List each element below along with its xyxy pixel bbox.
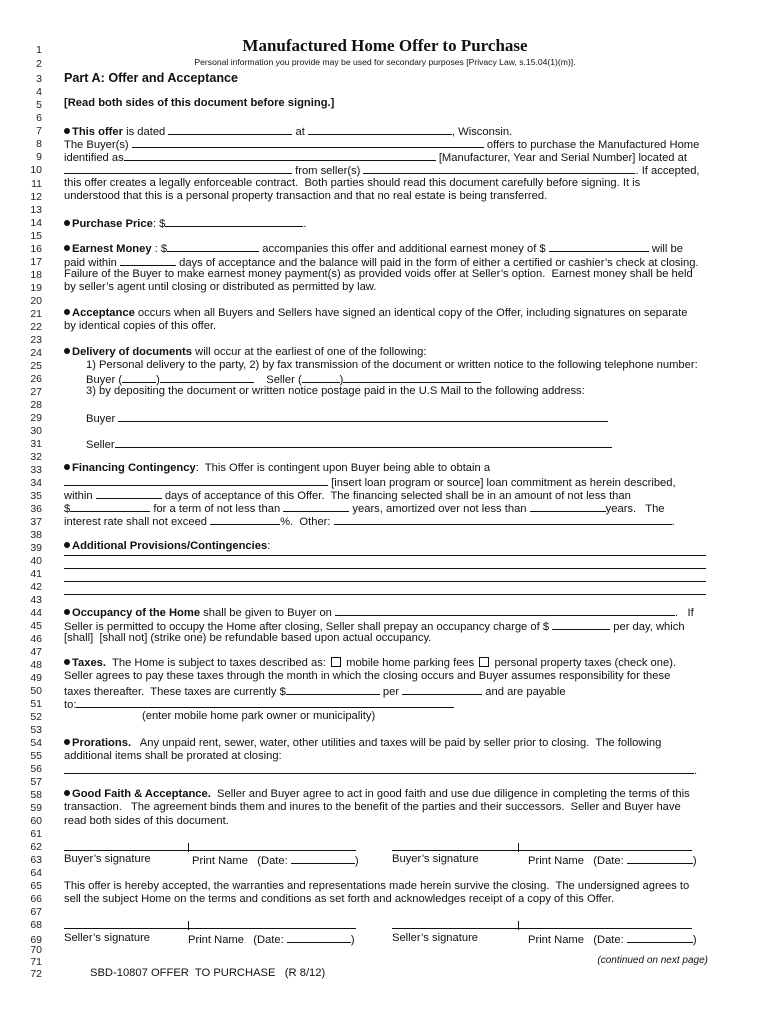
line-number: 40 <box>30 555 42 567</box>
signature-divider <box>188 921 189 930</box>
line-number: 18 <box>30 269 42 281</box>
prorations-items-field[interactable] <box>64 763 694 774</box>
buyer-signature-label-2: Buyer’s signature <box>392 853 479 865</box>
additional-provisions-field-2[interactable] <box>64 568 706 569</box>
line-number: 45 <box>30 620 42 632</box>
financing-line-35: within days of acceptance of this Offer. The financing selected shall be in an amount of not less than <box>64 490 631 502</box>
bullet-icon <box>64 220 70 226</box>
seller-signature-line-2[interactable] <box>392 928 692 929</box>
line-number: 46 <box>30 633 42 645</box>
line-number: 4 <box>36 86 42 98</box>
purchase-price-field[interactable] <box>165 216 303 227</box>
line-number: 43 <box>30 594 42 606</box>
bullet-icon <box>64 739 70 745</box>
earnest-line-19: by seller’s agent until closing or distributed as permitted by law. <box>64 281 377 293</box>
amortization-field[interactable] <box>530 501 606 512</box>
offer-line-12: understood that this is a personal property transaction and that no real estate is being transferred. <box>64 190 548 202</box>
tax-payee-field[interactable] <box>76 697 454 708</box>
acceptance-line-21: Acceptance occurs when all Buyers and Sellers have signed an identical copy of the Offer, including signatures on separate <box>64 307 687 319</box>
line-number: 67 <box>30 906 42 918</box>
financing-line-36: $ for a term of not less than years, amortized over not less than years. The <box>64 503 665 515</box>
line-number: 55 <box>30 750 42 762</box>
occupancy-line-46: [shall] [shall not] (strike one) be refundable based upon actual occupancy. <box>64 632 432 644</box>
line-number: 63 <box>30 854 42 866</box>
offer-date-field[interactable] <box>168 124 292 135</box>
bullet-icon <box>64 790 70 796</box>
bullet-icon <box>64 348 70 354</box>
line-number: 11 <box>31 178 42 190</box>
line-number: 3 <box>36 73 42 85</box>
earnest-line-16: Earnest Money : $ accompanies this offer and additional earnest money of $ will be <box>64 241 683 255</box>
line-number: 69 <box>30 934 42 946</box>
line-number: 28 <box>30 399 42 411</box>
good-faith-line-58: Good Faith & Acceptance. Seller and Buyer agree to act in good faith and use due diligence in completing the terms of this <box>64 788 690 800</box>
home-location-field[interactable] <box>64 163 292 174</box>
form-footer: SBD-10807 OFFER TO PURCHASE (R 8/12) <box>90 967 326 979</box>
line-number: 22 <box>30 321 42 333</box>
line-number: 42 <box>30 581 42 593</box>
financing-line-37: interest rate shall not exceed %. Other: . <box>64 516 675 528</box>
buyer-area-code-field[interactable] <box>122 372 156 383</box>
buyer-signature-line-2[interactable] <box>392 850 692 851</box>
line-number: 51 <box>30 698 42 710</box>
occupancy-date-field[interactable] <box>335 605 675 616</box>
seller-date-field-1[interactable] <box>287 932 351 943</box>
line-number: 20 <box>30 295 42 307</box>
line-number: 57 <box>30 776 42 788</box>
line-number: 10 <box>30 164 42 176</box>
continued-note: (continued on next page) <box>597 955 708 966</box>
purchase-price-line: Purchase Price: $ . <box>64 216 306 230</box>
delivery-line-31: Seller <box>86 437 612 451</box>
seller-signature-label-2: Seller’s signature <box>392 932 479 944</box>
good-faith-line-59: transaction. The agreement binds them and inures to the benefit of the parties and their successors. Seller and Buyer have <box>64 801 681 813</box>
line-number: 60 <box>30 815 42 827</box>
line-number: 47 <box>30 646 42 658</box>
line-number: 70 <box>30 944 42 956</box>
occupancy-line-45: Seller is permitted to occupy the Home after closing, Seller shall prepay an occupancy charge of $ per day, which <box>64 621 685 633</box>
buyer-signature-line-1[interactable] <box>64 850 356 851</box>
line-number: 68 <box>30 919 42 931</box>
earnest-line-17: paid within days of acceptance and the balance will paid in the form of either a certified or cashier’s check at closing. <box>64 257 699 269</box>
seller-signature-label-1: Seller’s signature <box>64 932 151 944</box>
line-number: 52 <box>30 711 42 723</box>
line-number: 61 <box>30 828 42 840</box>
bullet-icon <box>64 245 70 251</box>
offer-line-11: this offer creates a legally enforceable contract. Both parties should read this document carefully before signing. It is <box>64 177 641 189</box>
line-number: 48 <box>30 659 42 671</box>
financing-line-34: [insert loan program or source] loan commitment as herein described, <box>64 475 676 489</box>
line-number: 36 <box>30 503 42 515</box>
line-number: 26 <box>30 373 42 385</box>
prorations-line-56: . <box>64 763 697 777</box>
offer-line-9: identified as [Manufacturer, Year and Serial Number] located at <box>64 152 687 164</box>
seller-phone-field[interactable] <box>343 372 481 383</box>
seller-signature-line-1[interactable] <box>64 928 356 929</box>
taxes-line-50: taxes thereafter. These taxes are currently $ per and are payable <box>64 686 566 698</box>
financing-line-33: Financing Contingency: This Offer is contingent upon Buyer being able to obtain a <box>64 462 490 474</box>
line-number: 35 <box>30 490 42 502</box>
line-number: 6 <box>36 112 42 124</box>
line-number: 56 <box>30 763 42 775</box>
line-number: 64 <box>30 867 42 879</box>
line-number: 17 <box>30 256 42 268</box>
line-number: 37 <box>30 516 42 528</box>
line-number: 54 <box>30 737 42 749</box>
buyers-name-field[interactable] <box>132 137 484 148</box>
tax-amount-field[interactable] <box>286 684 380 695</box>
earnest-money-field[interactable] <box>167 241 259 252</box>
seller-print-name-2: Print Name (Date: ) <box>528 934 697 946</box>
delivery-line-29: Buyer <box>86 411 608 425</box>
signature-divider <box>518 843 519 852</box>
line-number: 5 <box>36 99 42 111</box>
line-number: 16 <box>30 243 42 255</box>
line-number: 1 <box>36 44 42 56</box>
accepted-line-66: sell the subject Home on the terms and conditions as set forth and acknowledges receipt of a copy of this Offer. <box>64 893 615 905</box>
line-number: 71 <box>30 956 42 968</box>
line-number: 27 <box>30 386 42 398</box>
occupancy-line-44: Occupancy of the Home shall be given to Buyer on . If <box>64 605 694 619</box>
line-number: 49 <box>30 672 42 684</box>
line-number: 53 <box>30 724 42 736</box>
buyer-date-field-2[interactable] <box>627 853 693 864</box>
line-number: 65 <box>30 880 42 892</box>
property-taxes-checkbox[interactable] <box>479 657 489 667</box>
occupancy-charge-field[interactable] <box>552 619 610 630</box>
line-number: 62 <box>30 841 42 853</box>
line-number: 13 <box>30 204 42 216</box>
line-number: 32 <box>30 451 42 463</box>
buyer-signature-label-1: Buyer’s signature <box>64 853 151 865</box>
delivery-line-27: 3) by depositing the document or written notice postage paid in the U.S Mail to the following address: <box>86 385 585 397</box>
home-identification-field[interactable] <box>124 150 436 161</box>
line-number: 30 <box>30 425 42 437</box>
buyer-print-name-2: Print Name (Date: ) <box>528 855 697 867</box>
line-number: 12 <box>30 191 42 203</box>
prorations-line-55: additional items shall be prorated at closing: <box>64 750 282 762</box>
line-number: 34 <box>30 477 42 489</box>
line-number: 44 <box>30 607 42 619</box>
buyer-print-name-1: Print Name (Date: ) <box>192 855 359 867</box>
earnest-line-18: Failure of the Buyer to make earnest money payment(s) as provided voids offer at Seller’s option. Earnest money shall be held <box>64 268 693 280</box>
line-number: 24 <box>30 347 42 359</box>
taxes-line-52: (enter mobile home park owner or municipality) <box>142 710 376 722</box>
offer-line-8: The Buyer(s) offers to purchase the Manufactured Home <box>64 139 700 151</box>
privacy-notice: Personal information you provide may be used for secondary purposes [Privacy Law, s.15.04(1)(m)]. <box>194 57 576 67</box>
buyer-date-field-1[interactable] <box>291 853 355 864</box>
line-number: 50 <box>30 685 42 697</box>
line-number: 33 <box>30 464 42 476</box>
taxes-line-51: to: <box>64 697 454 711</box>
part-a-heading: Part A: Offer and Acceptance <box>64 71 239 85</box>
line-number: 2 <box>36 58 42 70</box>
page-title: Manufactured Home Offer to Purchase <box>242 36 528 55</box>
good-faith-line-60: read both sides of this document. <box>64 815 229 827</box>
seller-date-field-2[interactable] <box>627 932 693 943</box>
seller-address-field[interactable] <box>115 437 612 448</box>
tax-period-field[interactable] <box>402 684 482 695</box>
line-number: 21 <box>30 308 42 320</box>
line-number: 72 <box>30 968 42 980</box>
bullet-icon <box>64 609 70 615</box>
taxes-line-48: Taxes. The Home is subject to taxes described as: mobile home parking fees personal property taxes (check one). <box>64 657 676 669</box>
bullet-icon <box>64 309 70 315</box>
taxes-line-49: Seller agrees to pay these taxes through the month in which the closing occurs and Buyer assumes responsibility for these <box>64 670 671 682</box>
read-both-notice: [Read both sides of this document before signing.] <box>64 97 335 109</box>
bullet-icon <box>64 659 70 665</box>
line-number: 58 <box>30 789 42 801</box>
line-number: 39 <box>30 542 42 554</box>
signature-divider <box>518 921 519 930</box>
additional-provisions-field-3[interactable] <box>64 581 706 582</box>
bullet-icon <box>64 542 70 548</box>
buyer-phone-field[interactable] <box>160 372 254 383</box>
bullet-icon <box>64 464 70 470</box>
loan-program-field[interactable] <box>64 475 328 486</box>
financing-days-field[interactable] <box>96 488 162 499</box>
line-number: 41 <box>30 568 42 580</box>
additional-provisions-field-4[interactable] <box>64 594 706 595</box>
delivery-line-24: Delivery of documents will occur at the earliest of one of the following: <box>64 346 426 358</box>
additional-provisions-line: Additional Provisions/Contingencies: <box>64 540 270 552</box>
loan-amount-field[interactable] <box>70 501 150 512</box>
bullet-icon <box>64 128 70 134</box>
line-number: 9 <box>36 151 42 163</box>
line-number: 7 <box>36 125 42 137</box>
additional-earnest-field[interactable] <box>549 241 649 252</box>
offer-line-10: from seller(s) . If accepted, <box>64 163 700 177</box>
signature-divider <box>188 843 189 852</box>
prorations-line-54: Prorations. Any unpaid rent, sewer, water, other utilities and taxes will be paid by seller prior to closing. The following <box>64 737 661 749</box>
line-number: 38 <box>30 529 42 541</box>
line-number: 15 <box>30 230 42 242</box>
line-number: 31 <box>30 438 42 450</box>
seller-print-name-1: Print Name (Date: ) <box>188 934 355 946</box>
line-number: 19 <box>30 282 42 294</box>
delivery-line-26: Buyer ( ) Seller ( ) <box>86 372 481 386</box>
line-number: 23 <box>30 334 42 346</box>
interest-rate-field[interactable] <box>210 514 280 525</box>
financing-other-field[interactable] <box>334 514 672 525</box>
seller-area-code-field[interactable] <box>302 372 340 383</box>
acceptance-line-22: by identical copies of this offer. <box>64 320 217 332</box>
offer-line-7: This offer is dated at , Wisconsin. <box>64 124 512 138</box>
delivery-line-25: 1) Personal delivery to the party, 2) by fax transmission of the document or written notice to the following telephone number: <box>86 359 698 371</box>
line-number: 8 <box>36 138 42 150</box>
line-number: 66 <box>30 893 42 905</box>
line-number: 29 <box>30 412 42 424</box>
buyer-address-field[interactable] <box>118 411 608 422</box>
accepted-line-65: This offer is hereby accepted, the warranties and representations made herein survive the closing. The undersigned agrees to <box>64 880 690 892</box>
line-number: 25 <box>30 360 42 372</box>
loan-term-field[interactable] <box>283 501 349 512</box>
offer-location-field[interactable] <box>308 124 452 135</box>
earnest-days-field[interactable] <box>120 255 176 266</box>
additional-provisions-field-1[interactable] <box>64 555 706 556</box>
parking-fees-checkbox[interactable] <box>331 657 341 667</box>
line-number: 14 <box>30 217 42 229</box>
sellers-name-field[interactable] <box>363 163 635 174</box>
line-number: 59 <box>30 802 42 814</box>
